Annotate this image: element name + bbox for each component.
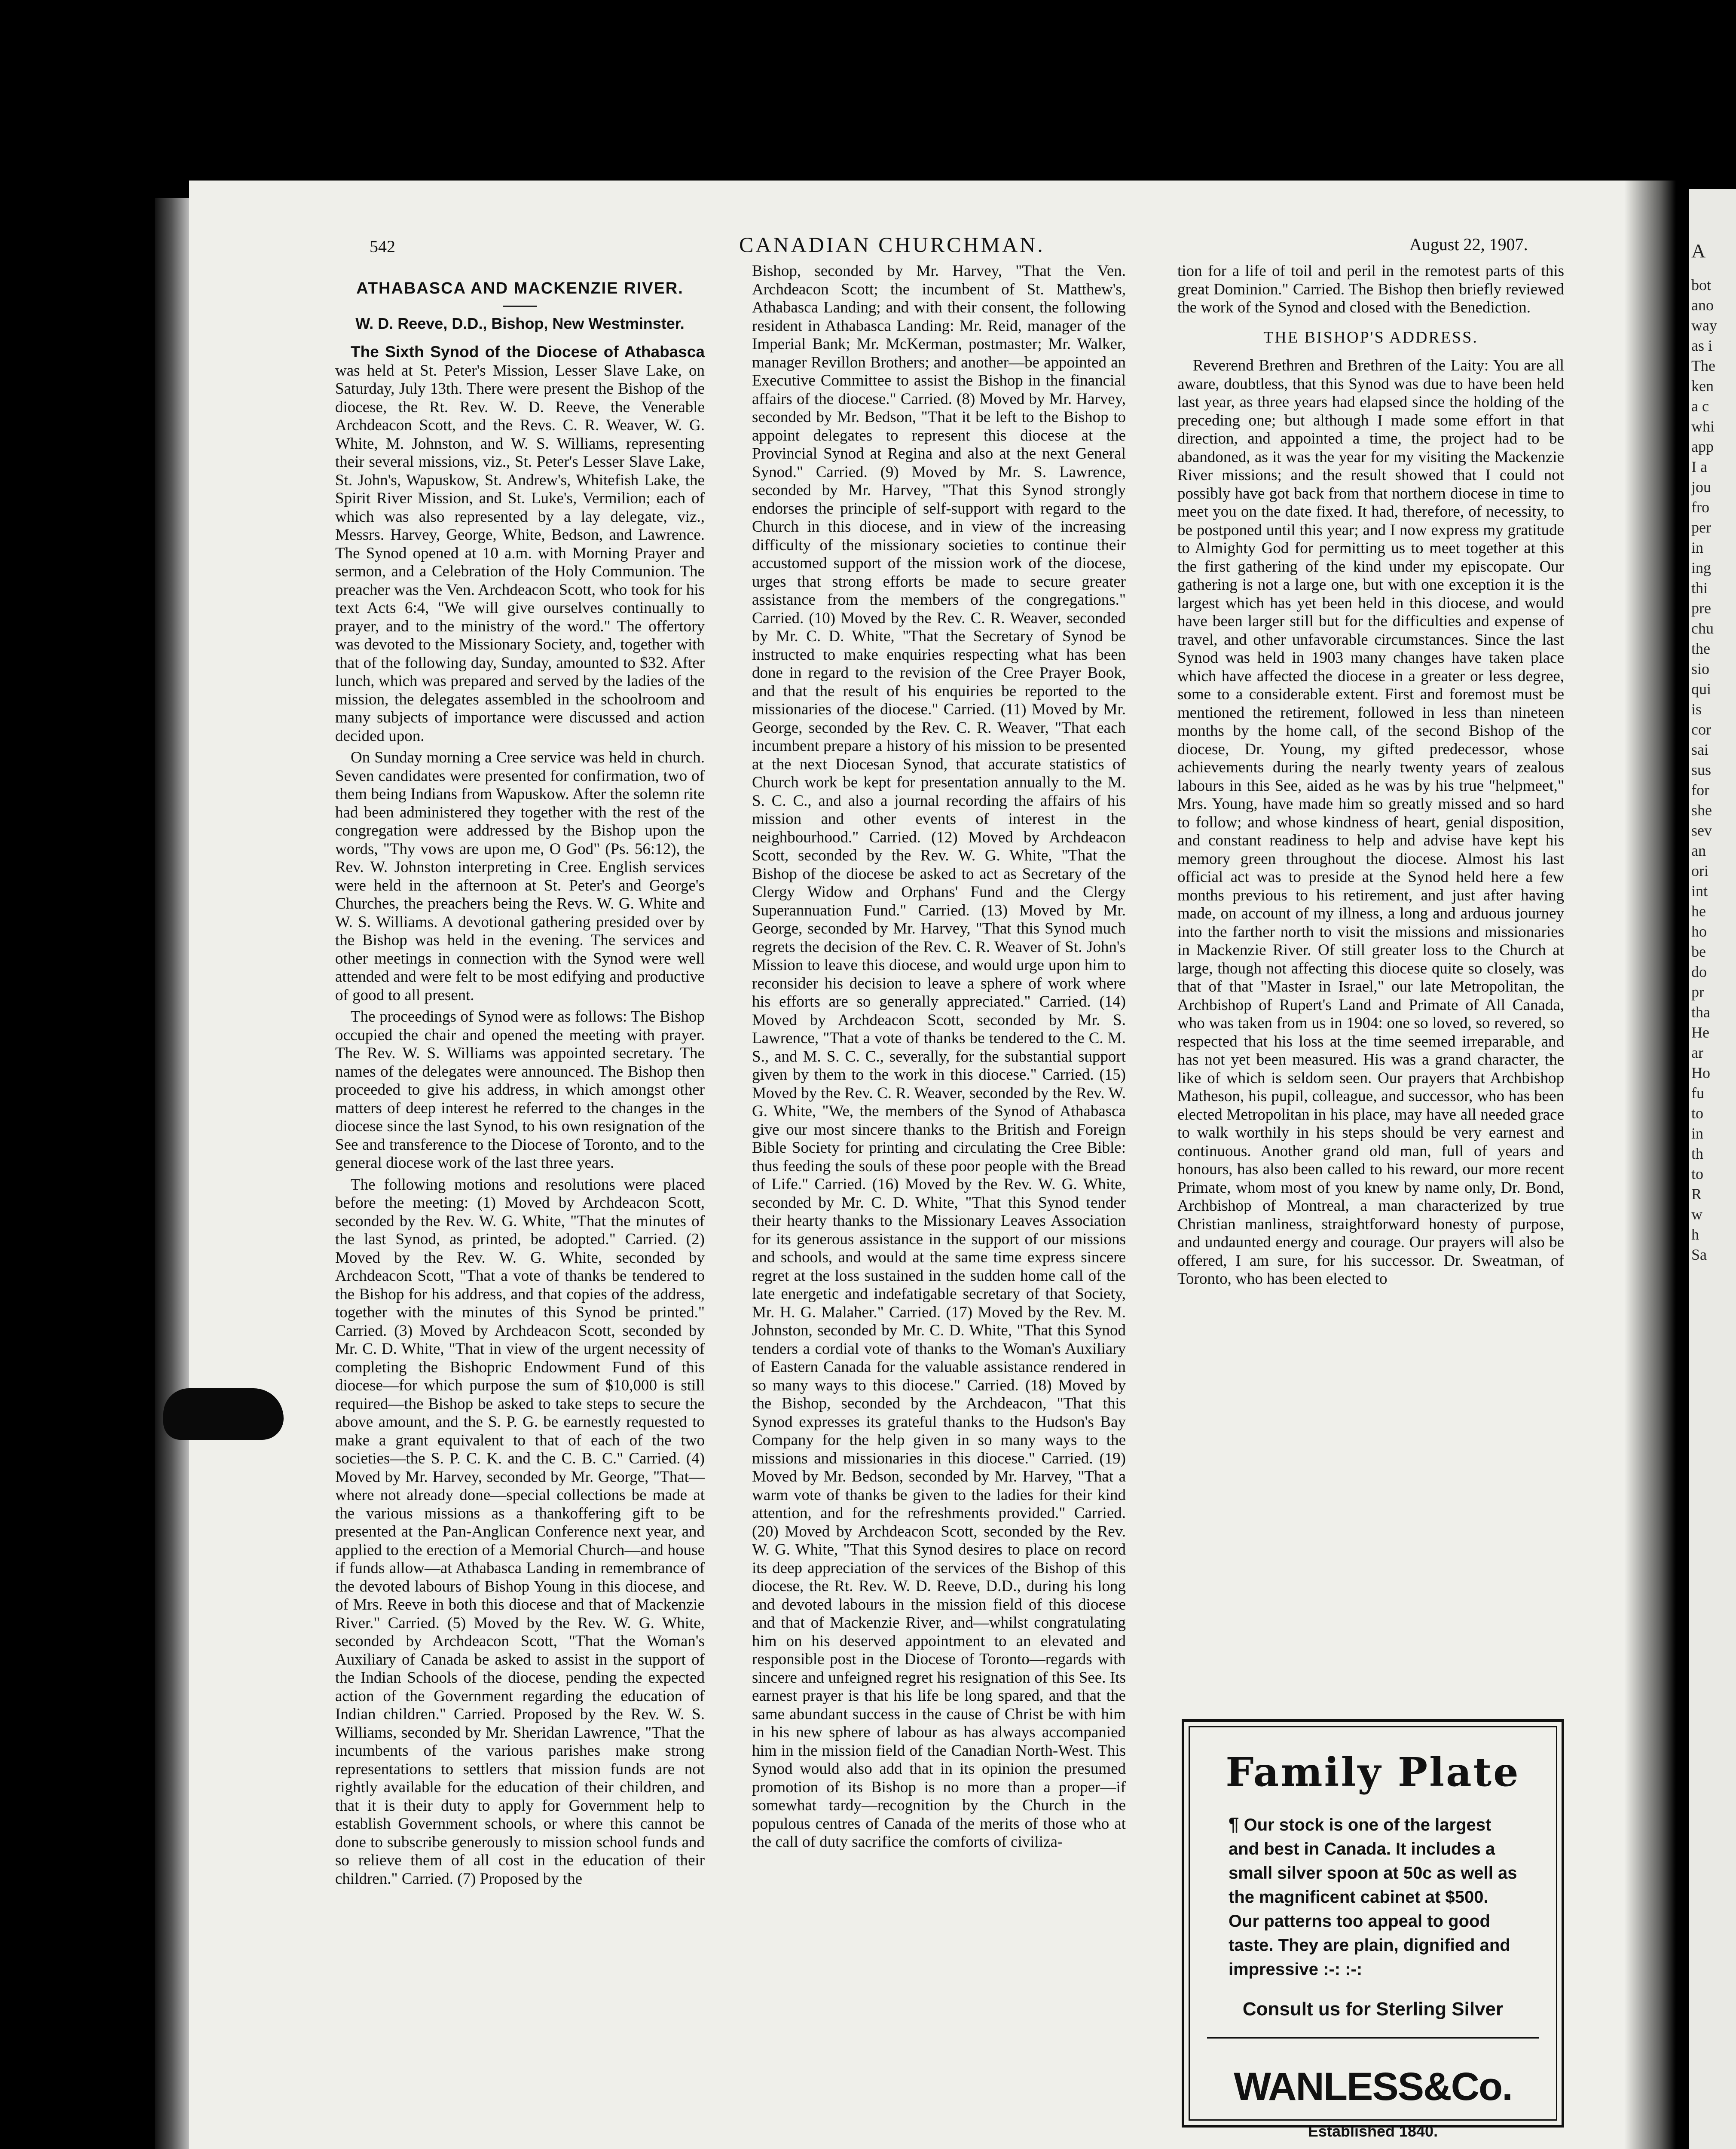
ad-heading: Family Plate: [1226, 1749, 1520, 1795]
ad-company: WANLESS&Co.: [1234, 2065, 1512, 2109]
adjacent-text-fragment: bot: [1691, 276, 1712, 294]
advertisement-frame: [1189, 1726, 1557, 2140]
adjacent-text-fragment: sus: [1691, 761, 1712, 778]
adjacent-text-fragment: app: [1691, 438, 1714, 455]
adjacent-text-fragment: ano: [1691, 297, 1714, 314]
newspaper-page: [189, 181, 1676, 2149]
ad-call-to-action: Consult us for Sterling Silver: [1242, 1999, 1504, 2020]
adjacent-text-fragment: whi: [1691, 418, 1715, 435]
advertisement: [1182, 1719, 1564, 2140]
adjacent-text-fragment: Ho: [1691, 1064, 1710, 1081]
adjacent-text-fragment: do: [1691, 963, 1707, 980]
ad-body: ¶ Our stock is one of the largest and best in Canada. It includes a small silver spoon at 50c as well as the magnificent cabinet at $500. Our patterns too appeal to good taste. They are plain, dignified and impressive :-: :-:: [1229, 1814, 1517, 1979]
adjacent-text-fragment: fro: [1691, 499, 1709, 516]
paragraph: Bishop, seconded by Mr. Harvey, "That the Ven. Archdeacon Scott; the incumbent of St. Matthew's, Athabasca Landing; and with their consent, the following resident in Athabasca Landing: Mr. Reid, manager of the Imperial Bank; Mr. McKerman, postmaster; Mr. Walker, manager Revillon Brothers; and another—be appointed an Executive Committee to assist the Bishop in the financial affairs of the diocese." Carried. (8) Moved by Mr. Harvey, seconded by Mr. Bedson, "That it be left to the Bishop to appoint delegates to represent this diocese at the Provincial Synod at Regina and also at the next General Synod." Carried. (9) Moved by Mr. S. Lawrence, seconded by Mr. Harvey, "That this Synod strongly endorses the principle of self-support with regard to the Church in this diocese, and in view of the increasing difficulty of the missionary societies to continue their accustomed support of the mission work of the diocese, urges that strong efforts be made to secure greater assistance from the members of the congregations." Carried. (10) Moved by the Rev. C. R. Weaver, seconded by Mr. C. D. White, "That the Secretary of Synod be instructed to make enquiries respecting what has been done in regard to the revision of the Cree Prayer Book, and that the result of his enquiries be reported to the missionaries of the diocese." Carried. (11) Moved by Mr. George, seconded by the Rev. C. R. Weaver, "That each incumbent prepare a history of his mission to be presented at the next Diocesan Synod, that accurate statistics of Church work be kept for presentation annually to the M. S. C. C., and also a journal recording the affairs of his mission and other events of interest in the neighbourhood." Carried. (12) Moved by Archdeacon Scott, seconded by the Rev. W. G. White, "That the Bishop of the diocese be asked to act as Secretary of the Clergy Widow and Orphans' Fund and the Clergy Superannuation Fund." Carried. (13) Moved by Mr. George, seconded by Mr. Harvey, "That this Synod much regrets the decision of the Rev. C. R. Weaver of St. John's Mission to leave this diocese, and would urge upon him to reconsider his decision to leave a sphere of work where his efforts are so generally appreciated." Carried. (14) Moved by Archdeacon Scott, seconded by Mr. S. Lawrence, "That a vote of thanks be tendered to the C. M. S., and M. S. C. C., severally, for the substantial support given by them to the work in this diocese." Carried. (15) Moved by the Rev. C. R. Weaver, seconded by the Rev. W. G. White, "We, the members of the Synod of Athabasca give our most sincere thanks to the British and Foreign Bible Society for printing and circulating the Cree Bible: thus feeding the souls of these poor people with the Bread of Life." Carried. (16) Moved by the Rev. W. G. White, seconded by Mr. C. D. White, "That this Synod tender their hearty thanks to the Missionary Leaves Association for its generous assistance in the support of our missions and schools, and would at the same time express sincere regret at the loss sustained in the sudden home call of the late energetic and indefatigable secretary of that Society, Mr. H. G. Malaher." Carried. (17) Moved by the Rev. M. Johnston, seconded by Mr. C. D. White, "That this Synod tenders a cordial vote of thanks to the Woman's Auxiliary of Eastern Canada for the valuable assistance rendered in so many ways to this diocese." Carried. (18) Moved by the Bishop, seconded by the Archdeacon, "That this Synod expresses its grateful thanks to the Hudson's Bay Company for the help given in so many ways to the missions and missionaries in this diocese." Carried. (19) Moved by Mr. Bedson, seconded by Mr. Harvey, "That a warm vote of thanks be given to the ladies for their kind attention, and for the refreshments provided." Carried. (20) Moved by Archdeacon Scott, seconded by the Rev. W. G. White, "That this Synod desires to place on record its deep appreciation of the services of the Bishop of this diocese, the Rt. Rev. W. D. Reeve, D.D., during his long and devoted labours in the mission field of this diocese and that of Mackenzie River, and—whilst congratulating him on his deserved appointment to an elevated and responsible post in the Diocese of Toronto—regards with sincere and unfeigned regret his resignation of this See. Its earnest prayer is that his life be long spared, and that the same abundant success in the cause of Christ be with him in his new sphere of labour as has always accompanied him in the mission field of the Canadian North-West. This Synod would also add that in its opinion the presumed promotion of its Bishop is no more than a proper—if somewhat tardy—recognition by the Church in the populous centres of Canada of the merits of those who at the call of duty sacrifice the comforts of civiliza-: [752, 262, 1126, 1851]
adjacent-text-fragment: to: [1691, 1105, 1704, 1122]
adjacent-text-fragment: ho: [1691, 923, 1707, 940]
column-3: [1177, 262, 1564, 1289]
adjacent-text-fragment: ori: [1691, 862, 1708, 879]
adjacent-text-fragment: thi: [1691, 579, 1708, 597]
adjacent-text-fragment: sev: [1691, 822, 1712, 839]
binding-gutter: [1624, 181, 1676, 2149]
adjacent-text-fragment: qui: [1691, 680, 1712, 698]
adjacent-text-fragment: pre: [1691, 600, 1711, 617]
divider: [503, 306, 537, 307]
thumb-shadow: [163, 1388, 284, 1440]
article-title: ATHABASCA AND MACKENZIE RIVER.: [356, 279, 684, 297]
adjacent-text-fragment: fu: [1691, 1084, 1704, 1102]
adjacent-text-fragment: th: [1691, 1145, 1704, 1162]
adjacent-text-fragment: R: [1691, 1185, 1702, 1203]
adjacent-text-fragment: a c: [1691, 398, 1709, 415]
adjacent-text-fragment: in: [1691, 539, 1704, 556]
paragraph: tion for a life of toil and peril in the remotest parts of this great Dominion." Carried. The Bishop then briefly reviewed the work of the Synod and closed with the Benediction.: [1177, 262, 1564, 316]
adjacent-text-fragment: sio: [1691, 660, 1710, 677]
adjacent-text-fragment: tha: [1691, 1004, 1710, 1021]
adjacent-text-fragment: ing: [1691, 559, 1712, 576]
page-number: 542: [370, 237, 395, 256]
adjacent-text-fragment: He: [1691, 1024, 1709, 1041]
pilcrow-icon: ¶: [1229, 1814, 1239, 1835]
adjacent-text-fragment: for: [1691, 781, 1709, 799]
adjacent-text-fragment: cor: [1691, 721, 1711, 738]
article-byline: W. D. Reeve, D.D., Bishop, New Westminster.: [355, 314, 685, 332]
paragraph: Reverend Brethren and Brethren of the Laity: You are all aware, doubtless, that this Synod was due to have been held last year, as three years had elapsed since the holding of the preceding one; but although I made some effort in that direction, and appointed a time, the project had to be abandoned, as it was the year for my visiting the Mackenzie River missions; and the result showed that I could not possibly have got back from that northern diocese in time to meet you on the date fixed. It had, therefore, of necessity, to be postponed until this year; and I now express my gratitude to Almighty God for permitting us to meet together at this the first gathering of the kind under my episcopate. Our gathering is not a large one, but with one exception it is the largest which has yet been held in this diocese, and would have been larger still but for the difficulties and expense of travel, and other unfavorable circumstances. Since the last Synod was held in 1903 many changes have taken place which have affected the diocese in a greater or less degree, some to a considerable extent. First and foremost must be mentioned the retirement, followed in less than nineteen months by the home call, of the second Bishop of the diocese, Dr. Young, my gifted predecessor, whose achievements during the nearly twenty years of zealous labours in this See, aided as he was by his true "helpmeet," Mrs. Young, have made him so greatly missed and so hard to follow; and whose kindness of heart, genial disposition, and constant readiness to help and advise have kept his memory green throughout the diocese. Almost his last official act was to preside at the Synod held here a few months previous to his retirement, and just after having made, on account of my illness, a long and arduous journey into the farther north to visit the missions and missionaries in Mackenzie River. Of still greater loss to the Church at large, though not affecting this diocese quite so closely, was that of that "Master in Israel," our late Metropolitan, the Archbishop of Rupert's Land and Primate of All Canada, who was taken from us in 1904: one so loved, so revered, so respected that his loss at the time seemed irreparable, and has not yet been measured. His was a grand character, the like of which is seldom seen. Our prayers that Archbishop Matheson, his pupil, colleague, and successor, who has been elected Metropolitan in his place, may have all needed grace to walk worthily in his steps should be very earnest and continuous. Another grand old man, full of years and honours, has also been called to his reward, our more recent Primate, whom most of you knew by name only, Dr. Bond, Archbishop of Montreal, a man characterized by true Christian manliness, straightforward honesty of purpose, and undaunted energy and courage. Our prayers will also be offered, I am sure, for his successor. Dr. Sweatman, of Toronto, who has been elected to: [1177, 357, 1564, 1288]
adjacent-text-fragment: Sa: [1691, 1246, 1707, 1263]
adjacent-text-fragment: The: [1691, 357, 1715, 374]
paragraph: The following motions and resolutions were placed before the meeting: (1) Moved by Archdeacon Scott, seconded by the Rev. W. G. White, "That the minutes of the last Synod, as printed, be adopted." Carried. (2) Moved by the Rev. W. G. White, seconded by Archdeacon Scott, "That a vote of thanks be tendered to the Bishop for his address, and that copies of the address, together with the minutes of this Synod be printed." Carried. (3) Moved by Archdeacon Scott, seconded by Mr. C. D. White, "That in view of the urgent necessity of completing the Bishopric Endowment Fund of this diocese—for which purpose the sum of $10,000 is still required—the Bishop be asked to take steps to secure the above amount, and the S. P. G. be earnestly requested to make a grant equivalent to that of each of the two societies—the S. P. C. K. and the C. B. C." Carried. (4) Moved by Mr. Harvey, seconded by Mr. George, "That—where not already done—special collections be made at the various missions as a thankoffering gift to be presented at the Pan-Anglican Conference next year, and applied to the erection of a Memorial Church—and house if funds allow—at Athabasca Landing in remembrance of the devoted labours of Bishop Young in this diocese, and of Mrs. Reeve in both this diocese and that of Mackenzie River." Carried. (5) Moved by the Rev. W. G. White, seconded by Archdeacon Scott, "That the Woman's Auxiliary of Canada be asked to assist in the support of the Indian Schools of the diocese, pending the expected action of the Government regarding the education of Indian children." Carried. Proposed by the Rev. W. S. Williams, seconded by Mr. Sheridan Lawrence, "That the incumbents of the various parishes make strong representations to settlers that mission funds are not rightly available for the education of their children, and that it is their duty to apply for Government help to establish Government schools, or where this cannot be done to subscribe generously to mission school funds and so relieve them of all cost in the education of their children." Carried. (7) Proposed by the: [335, 1176, 705, 1888]
adjacent-text-fragment: jou: [1691, 478, 1712, 496]
adjacent-text-fragment: as i: [1691, 337, 1712, 354]
adjacent-text-fragment: way: [1691, 317, 1717, 334]
section-title: THE BISHOP'S ADDRESS.: [1263, 328, 1478, 346]
adjacent-text-fragment: she: [1691, 802, 1712, 819]
adjacent-text-fragment: an: [1691, 842, 1706, 859]
adjacent-text-fragment: sai: [1691, 741, 1708, 758]
adjacent-page-header: A: [1691, 240, 1706, 262]
ad-established: Established 1840.: [1308, 2122, 1438, 2140]
adjacent-text-fragment: is: [1691, 701, 1702, 718]
adjacent-text-fragment: per: [1691, 519, 1711, 536]
adjacent-text-fragment: in: [1691, 1125, 1704, 1142]
adjacent-text-fragment: he: [1691, 903, 1706, 920]
running-head: CANADIAN CHURCHMAN.: [739, 233, 1045, 257]
paragraph: On Sunday morning a Cree service was held in church. Seven candidates were presented for confirmation, two of them being Indians from Wapuskow. After the solemn rite had been administered they together with the rest of the congregation were addressed by the Bishop upon the words, "Thy vows are upon me, O God" (Ps. 56:12), the Rev. W. Johnston interpreting in Cree. English services were held in the afternoon at St. Peter's and George's Churches, the preachers being the Revs. W. G. White and W. S. Williams. A devotional gathering presided over by the Bishop was held in the evening. The services and other meetings in connection with the Synod were well attended and were felt to be most edifying and productive of good to all present.: [335, 749, 705, 1004]
adjacent-text-fragment: int: [1691, 882, 1708, 900]
adjacent-text-fragment: ar: [1691, 1044, 1703, 1061]
adjacent-text-fragment: ken: [1691, 377, 1714, 395]
adjacent-text-fragment: w: [1691, 1206, 1702, 1223]
issue-date: August 22, 1907.: [1409, 235, 1528, 254]
column-2: [752, 262, 1126, 1852]
paragraph: The proceedings of Synod were as follows: The Bishop occupied the chair and opened the meeting with prayer. The Rev. W. S. Williams was appointed secretary. The names of the delegates were announced. The Bishop then proceeded to give his address, in which amongst other matters of deep interest he referred to the changes in the diocese since the last Synod, to his own resignation of the See and transference to the Diocese of Toronto, and to the general diocese work of the last three years.: [335, 1008, 705, 1172]
adjacent-text-fragment: be: [1691, 943, 1706, 960]
adjacent-text-fragment: I a: [1691, 458, 1707, 475]
adjacent-text-fragment: the: [1691, 640, 1710, 657]
adjacent-page: [1689, 189, 1736, 2149]
column-1: [335, 279, 705, 1888]
adjacent-text-fragment: pr: [1691, 983, 1704, 1001]
adjacent-text-fragment: chu: [1691, 620, 1714, 637]
lead-in: The Sixth Synod of the Diocese of Athabasca: [351, 343, 705, 361]
adjacent-text-fragment: h: [1691, 1226, 1699, 1243]
adjacent-text-fragment: to: [1691, 1165, 1704, 1182]
paragraph: The Sixth Synod of the Diocese of Athabasca was held at St. Peter's Mission, Lesser Slave Lake, on Saturday, July 13th. There were present the Bishop of the diocese, the Rt. Rev. W. D. Reeve, the Venerable Archdeacon Scott, and the Revs. C. R. Weaver, W. G. White, M. Johnston, and W. S. Williams, representing their several missions, viz., St. Peter's Lesser Slave Lake, St. John's, Wapuskow, St. Andrew's, Whitefish Lake, the Spirit River Mission, and St. Luke's, Vermilion; each of which was also represented by a lay delegate, viz., Messrs. Harvey, George, White, Bedson, and Lawrence. The Synod opened at 10 a.m. with Morning Prayer and sermon, and a Celebration of the Holy Communion. The preacher was the Ven. Archdeacon Scott, who took for his text Acts 6:4, "We will give ourselves continually to prayer, and to the ministry of the word." The offertory was devoted to the Missionary Society, and, together with that of the following day, Sunday, amounted to $32. After lunch, which was prepared and served by the ladies of the mission, the delegates assembled in the schoolroom and many subjects of importance were discussed and action decided upon.: [335, 343, 705, 745]
divider: [1207, 2037, 1539, 2039]
